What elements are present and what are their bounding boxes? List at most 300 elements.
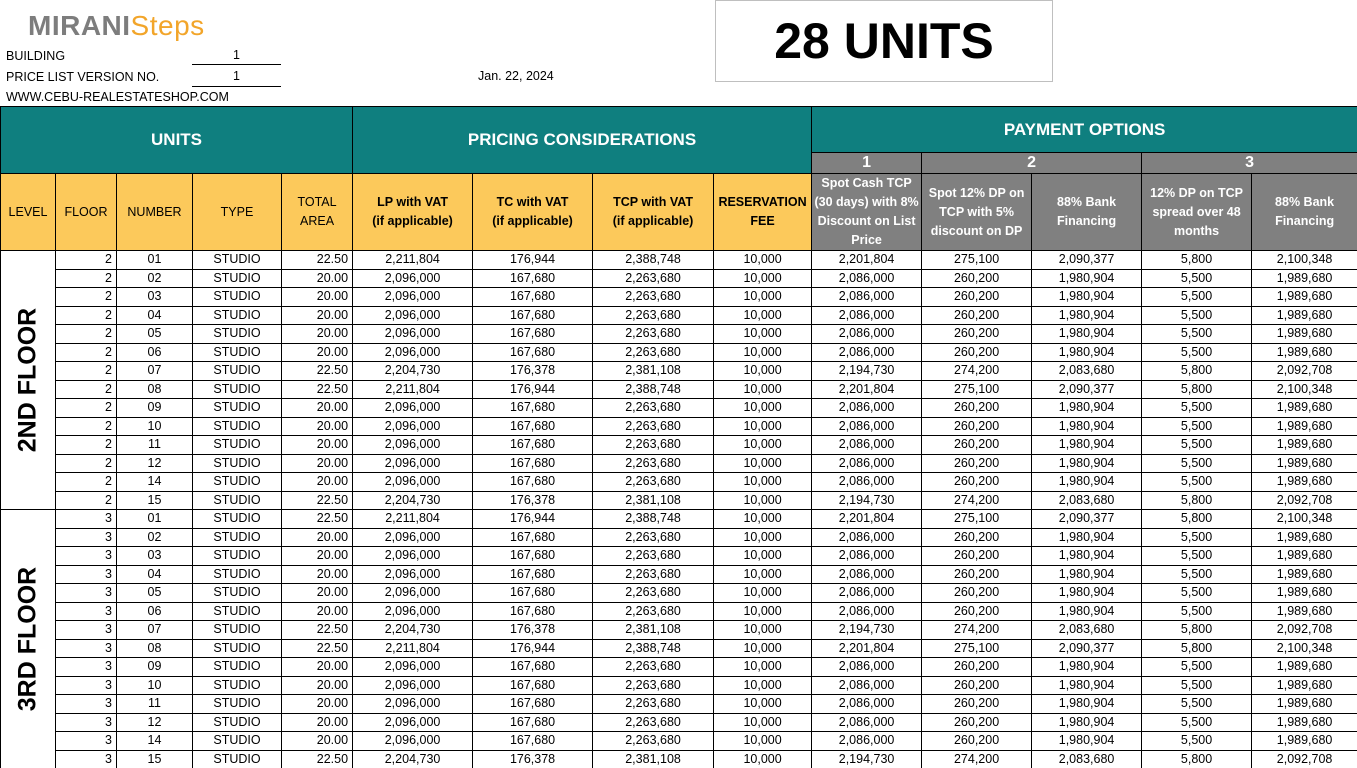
table-row [1, 695, 1357, 714]
cell-total-area: 20.00 [282, 306, 353, 325]
cell-spot-cash: 2,086,000 [812, 565, 922, 584]
cell-lp: 2,096,000 [353, 454, 473, 473]
table-row [1, 528, 1357, 547]
cell-number: 15 [117, 491, 193, 510]
cell-floor: 3 [56, 621, 117, 640]
cell-dp-spread: 5,500 [1142, 713, 1252, 732]
cell-total-area: 20.00 [282, 454, 353, 473]
cell-tcp: 2,263,680 [593, 584, 714, 603]
col-bank-1-line2: Financing [1057, 214, 1117, 228]
cell-spot-dp: 274,200 [922, 491, 1032, 510]
table-row [1, 510, 1357, 529]
website-link[interactable]: WWW.CEBU-REALESTATESHOP.COM [6, 90, 229, 104]
cell-lp: 2,096,000 [353, 528, 473, 547]
cell-tcp: 2,388,748 [593, 510, 714, 529]
cell-reservation: 10,000 [714, 306, 812, 325]
cell-spot-cash: 2,201,804 [812, 510, 922, 529]
table-row [1, 473, 1357, 492]
cell-bank-financing-2: 1,989,680 [1252, 713, 1357, 732]
cell-spot-dp: 260,200 [922, 399, 1032, 418]
table-row [1, 584, 1357, 603]
col-tc-line2: (if applicable) [492, 214, 573, 228]
cell-reservation: 10,000 [714, 325, 812, 344]
col-spot-dp-line3: discount on DP [930, 223, 1023, 238]
cell-bank-financing-2: 1,989,680 [1252, 269, 1357, 288]
cell-number: 04 [117, 306, 193, 325]
cell-spot-cash: 2,201,804 [812, 380, 922, 399]
cell-lp: 2,096,000 [353, 269, 473, 288]
cell-total-area: 20.00 [282, 399, 353, 418]
cell-tcp: 2,388,748 [593, 251, 714, 270]
cell-floor: 3 [56, 602, 117, 621]
cell-tc: 167,680 [473, 602, 593, 621]
cell-number: 05 [117, 584, 193, 603]
cell-spot-dp: 260,200 [922, 565, 1032, 584]
cell-floor: 2 [56, 436, 117, 455]
cell-dp-spread: 5,500 [1142, 269, 1252, 288]
cell-tcp: 2,263,680 [593, 269, 714, 288]
cell-type: STUDIO [193, 491, 282, 510]
cell-floor: 2 [56, 362, 117, 381]
cell-total-area: 20.00 [282, 658, 353, 677]
cell-bank-financing-2: 1,989,680 [1252, 306, 1357, 325]
cell-bank-financing-2: 2,100,348 [1252, 380, 1357, 399]
cell-number: 02 [117, 269, 193, 288]
cell-floor: 3 [56, 639, 117, 658]
cell-lp: 2,096,000 [353, 306, 473, 325]
cell-number: 07 [117, 621, 193, 640]
cell-type: STUDIO [193, 713, 282, 732]
cell-type: STUDIO [193, 528, 282, 547]
cell-tc: 176,944 [473, 639, 593, 658]
col-level: LEVEL [1, 174, 56, 251]
cell-dp-spread: 5,500 [1142, 528, 1252, 547]
col-spot-cash-line1: Spot Cash TCP [821, 176, 912, 190]
col-bank-1-line1: 88% Bank [1057, 195, 1117, 209]
price-list-body [1, 251, 1357, 768]
cell-bank-financing-2: 1,989,680 [1252, 454, 1357, 473]
cell-reservation: 10,000 [714, 491, 812, 510]
cell-tcp: 2,263,680 [593, 695, 714, 714]
table-row [1, 639, 1357, 658]
cell-bank-financing-1: 1,980,904 [1032, 695, 1142, 714]
cell-total-area: 20.00 [282, 676, 353, 695]
cell-spot-dp: 260,200 [922, 695, 1032, 714]
cell-number: 12 [117, 454, 193, 473]
cell-floor: 3 [56, 658, 117, 677]
cell-floor: 2 [56, 473, 117, 492]
cell-reservation: 10,000 [714, 362, 812, 381]
cell-number: 14 [117, 732, 193, 751]
building-value: 1 [192, 48, 281, 65]
cell-number: 02 [117, 528, 193, 547]
table-row [1, 602, 1357, 621]
cell-dp-spread: 5,500 [1142, 658, 1252, 677]
cell-number: 09 [117, 658, 193, 677]
cell-spot-dp: 260,200 [922, 602, 1032, 621]
cell-dp-spread: 5,500 [1142, 288, 1252, 307]
cell-tc: 176,378 [473, 750, 593, 768]
cell-spot-cash: 2,194,730 [812, 750, 922, 768]
col-dp-spread-line2: spread over 48 [1152, 204, 1241, 219]
cell-floor: 2 [56, 491, 117, 510]
option-2-header: 2 [922, 153, 1142, 174]
cell-bank-financing-2: 2,100,348 [1252, 251, 1357, 270]
cell-floor: 2 [56, 417, 117, 436]
cell-lp: 2,211,804 [353, 380, 473, 399]
cell-bank-financing-1: 2,083,680 [1032, 362, 1142, 381]
cell-tc: 167,680 [473, 454, 593, 473]
col-lp-line2: (if applicable) [372, 214, 453, 228]
cell-bank-financing-2: 1,989,680 [1252, 528, 1357, 547]
cell-number: 14 [117, 473, 193, 492]
cell-bank-financing-1: 1,980,904 [1032, 399, 1142, 418]
cell-lp: 2,096,000 [353, 288, 473, 307]
cell-type: STUDIO [193, 584, 282, 603]
cell-spot-dp: 260,200 [922, 713, 1032, 732]
table-row [1, 251, 1357, 270]
cell-tc: 167,680 [473, 417, 593, 436]
cell-reservation: 10,000 [714, 528, 812, 547]
cell-spot-dp: 260,200 [922, 732, 1032, 751]
cell-bank-financing-2: 1,989,680 [1252, 325, 1357, 344]
cell-tc: 167,680 [473, 676, 593, 695]
cell-spot-dp: 274,200 [922, 362, 1032, 381]
cell-spot-cash: 2,086,000 [812, 713, 922, 732]
col-reservation-line1: RESERVATION [718, 195, 807, 209]
cell-lp: 2,096,000 [353, 713, 473, 732]
cell-floor: 2 [56, 454, 117, 473]
cell-lp: 2,211,804 [353, 510, 473, 529]
cell-number: 11 [117, 695, 193, 714]
cell-bank-financing-2: 1,989,680 [1252, 732, 1357, 751]
cell-type: STUDIO [193, 251, 282, 270]
cell-type: STUDIO [193, 750, 282, 768]
cell-total-area: 20.00 [282, 547, 353, 566]
col-bank-2-line2: Financing [1275, 214, 1335, 228]
cell-floor: 2 [56, 380, 117, 399]
cell-reservation: 10,000 [714, 399, 812, 418]
cell-reservation: 10,000 [714, 732, 812, 751]
cell-number: 01 [117, 251, 193, 270]
cell-reservation: 10,000 [714, 473, 812, 492]
table-row [1, 750, 1357, 768]
cell-tcp: 2,263,680 [593, 732, 714, 751]
cell-spot-dp: 260,200 [922, 343, 1032, 362]
cell-type: STUDIO [193, 732, 282, 751]
cell-tcp: 2,263,680 [593, 547, 714, 566]
cell-spot-dp: 260,200 [922, 454, 1032, 473]
cell-total-area: 20.00 [282, 288, 353, 307]
cell-dp-spread: 5,800 [1142, 510, 1252, 529]
cell-floor: 3 [56, 695, 117, 714]
cell-spot-cash: 2,086,000 [812, 306, 922, 325]
cell-floor: 2 [56, 269, 117, 288]
cell-number: 11 [117, 436, 193, 455]
cell-reservation: 10,000 [714, 750, 812, 768]
version-value: 1 [192, 69, 281, 87]
cell-spot-cash: 2,194,730 [812, 362, 922, 381]
cell-reservation: 10,000 [714, 621, 812, 640]
cell-bank-financing-1: 2,090,377 [1032, 251, 1142, 270]
cell-bank-financing-2: 1,989,680 [1252, 288, 1357, 307]
cell-type: STUDIO [193, 362, 282, 381]
cell-tcp: 2,263,680 [593, 565, 714, 584]
col-tc [473, 174, 593, 251]
cell-total-area: 22.50 [282, 510, 353, 529]
col-spot-cash-line4: Price [851, 233, 882, 247]
cell-reservation: 10,000 [714, 251, 812, 270]
cell-spot-cash: 2,201,804 [812, 639, 922, 658]
cell-dp-spread: 5,800 [1142, 639, 1252, 658]
cell-spot-dp: 274,200 [922, 750, 1032, 768]
cell-type: STUDIO [193, 565, 282, 584]
cell-lp: 2,204,730 [353, 362, 473, 381]
table-row [1, 269, 1357, 288]
cell-number: 09 [117, 399, 193, 418]
logo-part-2: Steps [130, 10, 205, 41]
col-number: NUMBER [117, 174, 193, 251]
cell-type: STUDIO [193, 658, 282, 677]
cell-lp: 2,211,804 [353, 251, 473, 270]
table-row [1, 343, 1357, 362]
table-row [1, 547, 1357, 566]
cell-spot-cash: 2,194,730 [812, 621, 922, 640]
cell-spot-dp: 260,200 [922, 269, 1032, 288]
cell-lp: 2,096,000 [353, 584, 473, 603]
table-row [1, 362, 1357, 381]
cell-lp: 2,204,730 [353, 621, 473, 640]
cell-lp: 2,096,000 [353, 325, 473, 344]
cell-reservation: 10,000 [714, 676, 812, 695]
cell-dp-spread: 5,500 [1142, 473, 1252, 492]
cell-type: STUDIO [193, 380, 282, 399]
col-dp-spread [1142, 174, 1252, 251]
cell-reservation: 10,000 [714, 510, 812, 529]
cell-spot-dp: 275,100 [922, 251, 1032, 270]
cell-lp: 2,096,000 [353, 436, 473, 455]
cell-spot-cash: 2,194,730 [812, 491, 922, 510]
cell-number: 01 [117, 510, 193, 529]
cell-tc: 167,680 [473, 269, 593, 288]
cell-tc: 167,680 [473, 343, 593, 362]
cell-bank-financing-2: 1,989,680 [1252, 436, 1357, 455]
cell-tc: 167,680 [473, 288, 593, 307]
cell-spot-dp: 260,200 [922, 676, 1032, 695]
cell-spot-dp: 275,100 [922, 510, 1032, 529]
table-row [1, 621, 1357, 640]
cell-bank-financing-1: 1,980,904 [1032, 528, 1142, 547]
col-spot-cash-line2: (30 days) with 8% [814, 195, 919, 209]
cell-bank-financing-1: 1,980,904 [1032, 306, 1142, 325]
cell-bank-financing-2: 1,989,680 [1252, 658, 1357, 677]
cell-total-area: 22.50 [282, 380, 353, 399]
cell-spot-cash: 2,086,000 [812, 436, 922, 455]
col-dp-spread-line3: months [1173, 223, 1220, 238]
cell-reservation: 10,000 [714, 269, 812, 288]
cell-dp-spread: 5,800 [1142, 621, 1252, 640]
cell-floor: 3 [56, 528, 117, 547]
table-row [1, 676, 1357, 695]
cell-dp-spread: 5,800 [1142, 750, 1252, 768]
price-list-table [0, 106, 1357, 768]
cell-bank-financing-2: 1,989,680 [1252, 547, 1357, 566]
cell-number: 12 [117, 713, 193, 732]
cell-total-area: 20.00 [282, 602, 353, 621]
cell-reservation: 10,000 [714, 547, 812, 566]
cell-type: STUDIO [193, 417, 282, 436]
cell-spot-cash: 2,086,000 [812, 584, 922, 603]
cell-lp: 2,204,730 [353, 750, 473, 768]
cell-tcp: 2,263,680 [593, 602, 714, 621]
cell-floor: 2 [56, 251, 117, 270]
cell-tc: 167,680 [473, 473, 593, 492]
cell-dp-spread: 5,500 [1142, 417, 1252, 436]
cell-bank-financing-1: 2,083,680 [1032, 621, 1142, 640]
cell-tcp: 2,263,680 [593, 676, 714, 695]
cell-bank-financing-1: 2,083,680 [1032, 750, 1142, 768]
cell-bank-financing-1: 1,980,904 [1032, 343, 1142, 362]
cell-bank-financing-1: 2,090,377 [1032, 380, 1142, 399]
col-total-area-line1: TOTAL [297, 195, 337, 209]
cell-tc: 167,680 [473, 732, 593, 751]
cell-number: 08 [117, 380, 193, 399]
cell-spot-cash: 2,086,000 [812, 343, 922, 362]
cell-number: 04 [117, 565, 193, 584]
cell-floor: 3 [56, 750, 117, 768]
cell-type: STUDIO [193, 473, 282, 492]
cell-lp: 2,096,000 [353, 565, 473, 584]
cell-bank-financing-1: 1,980,904 [1032, 565, 1142, 584]
table-row [1, 306, 1357, 325]
units-count-box: 28 UNITS [715, 0, 1053, 82]
cell-lp: 2,096,000 [353, 399, 473, 418]
cell-tcp: 2,263,680 [593, 417, 714, 436]
cell-lp: 2,096,000 [353, 676, 473, 695]
cell-spot-dp: 260,200 [922, 547, 1032, 566]
cell-bank-financing-2: 1,989,680 [1252, 399, 1357, 418]
option-3-header: 3 [1142, 153, 1357, 174]
cell-number: 08 [117, 639, 193, 658]
cell-dp-spread: 5,500 [1142, 547, 1252, 566]
cell-type: STUDIO [193, 343, 282, 362]
cell-reservation: 10,000 [714, 639, 812, 658]
cell-tc: 176,378 [473, 362, 593, 381]
col-bank-financing-2 [1252, 174, 1357, 251]
pricing-header: PRICING CONSIDERATIONS [353, 107, 812, 174]
cell-dp-spread: 5,500 [1142, 454, 1252, 473]
cell-number: 06 [117, 343, 193, 362]
cell-total-area: 20.00 [282, 584, 353, 603]
cell-total-area: 22.50 [282, 251, 353, 270]
cell-bank-financing-2: 2,100,348 [1252, 639, 1357, 658]
cell-bank-financing-2: 1,989,680 [1252, 343, 1357, 362]
cell-floor: 3 [56, 584, 117, 603]
cell-spot-dp: 260,200 [922, 473, 1032, 492]
cell-spot-cash: 2,086,000 [812, 454, 922, 473]
cell-spot-cash: 2,086,000 [812, 473, 922, 492]
cell-spot-dp: 260,200 [922, 417, 1032, 436]
cell-type: STUDIO [193, 602, 282, 621]
cell-total-area: 22.50 [282, 491, 353, 510]
cell-total-area: 20.00 [282, 473, 353, 492]
cell-tc: 167,680 [473, 565, 593, 584]
cell-dp-spread: 5,800 [1142, 380, 1252, 399]
col-bank-financing-1 [1032, 174, 1142, 251]
cell-total-area: 22.50 [282, 362, 353, 381]
cell-total-area: 20.00 [282, 325, 353, 344]
table-row [1, 325, 1357, 344]
table-row [1, 732, 1357, 751]
col-tc-line1: TC with VAT [496, 195, 569, 209]
cell-reservation: 10,000 [714, 584, 812, 603]
cell-tcp: 2,263,680 [593, 454, 714, 473]
cell-total-area: 20.00 [282, 343, 353, 362]
cell-tcp: 2,263,680 [593, 288, 714, 307]
cell-bank-financing-1: 1,980,904 [1032, 436, 1142, 455]
cell-floor: 2 [56, 288, 117, 307]
cell-type: STUDIO [193, 399, 282, 418]
cell-bank-financing-2: 2,092,708 [1252, 621, 1357, 640]
cell-spot-dp: 275,100 [922, 639, 1032, 658]
table-row [1, 713, 1357, 732]
option-1-header: 1 [812, 153, 922, 174]
cell-bank-financing-2: 1,989,680 [1252, 695, 1357, 714]
cell-bank-financing-1: 2,090,377 [1032, 510, 1142, 529]
version-label: PRICE LIST VERSION NO. [6, 70, 160, 84]
cell-total-area: 22.50 [282, 639, 353, 658]
col-bank-2-line1: 88% Bank [1275, 195, 1335, 209]
cell-reservation: 10,000 [714, 436, 812, 455]
cell-spot-dp: 260,200 [922, 288, 1032, 307]
cell-reservation: 10,000 [714, 713, 812, 732]
cell-dp-spread: 5,500 [1142, 732, 1252, 751]
cell-floor: 2 [56, 306, 117, 325]
cell-tcp: 2,263,680 [593, 658, 714, 677]
cell-spot-cash: 2,086,000 [812, 547, 922, 566]
col-reservation [714, 174, 812, 251]
cell-bank-financing-1: 1,980,904 [1032, 288, 1142, 307]
col-lp [353, 174, 473, 251]
cell-tcp: 2,263,680 [593, 713, 714, 732]
cell-bank-financing-1: 1,980,904 [1032, 732, 1142, 751]
cell-number: 03 [117, 547, 193, 566]
col-tcp-line2: (if applicable) [612, 214, 694, 228]
cell-number: 10 [117, 676, 193, 695]
cell-dp-spread: 5,800 [1142, 362, 1252, 381]
cell-lp: 2,096,000 [353, 658, 473, 677]
cell-lp: 2,096,000 [353, 343, 473, 362]
table-row [1, 417, 1357, 436]
cell-floor: 3 [56, 510, 117, 529]
cell-spot-cash: 2,086,000 [812, 676, 922, 695]
units-header: UNITS [1, 107, 353, 174]
col-dp-spread-line1: 12% DP on TCP [1150, 185, 1243, 200]
cell-type: STUDIO [193, 510, 282, 529]
cell-lp: 2,096,000 [353, 473, 473, 492]
cell-total-area: 20.00 [282, 713, 353, 732]
cell-tc: 167,680 [473, 528, 593, 547]
cell-lp: 2,096,000 [353, 547, 473, 566]
payment-header: PAYMENT OPTIONS [812, 107, 1357, 153]
cell-reservation: 10,000 [714, 602, 812, 621]
floor-level-text: 2ND FLOOR [13, 307, 42, 453]
cell-number: 03 [117, 288, 193, 307]
cell-tcp: 2,263,680 [593, 343, 714, 362]
cell-spot-cash: 2,086,000 [812, 602, 922, 621]
col-floor: FLOOR [56, 174, 117, 251]
building-label: BUILDING [6, 49, 66, 63]
